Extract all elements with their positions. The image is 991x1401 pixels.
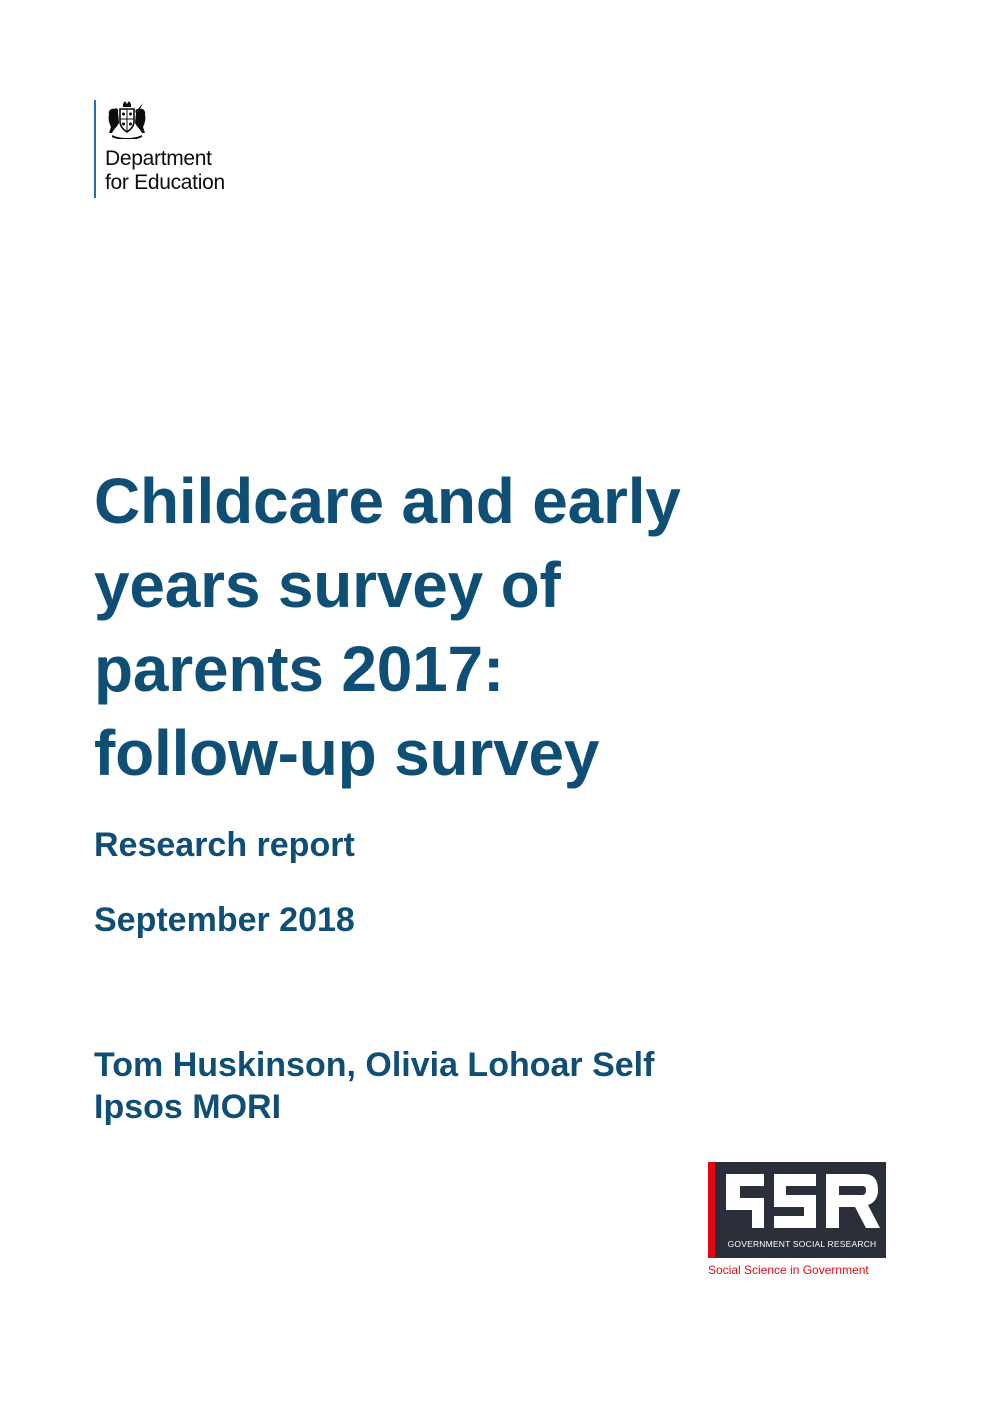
report-title-line3: parents 2017:: [94, 633, 505, 705]
logo-divider: [94, 100, 96, 198]
report-type: Research report: [94, 826, 355, 864]
gsr-wordmark: [722, 1170, 882, 1232]
publication-date: September 2018: [94, 901, 355, 939]
report-title-line1: Childcare and early: [94, 465, 681, 537]
dfe-logo: [94, 100, 294, 200]
report-title: [94, 459, 914, 795]
author-organisation: Ipsos MORI: [94, 1088, 282, 1126]
author-names: Tom Huskinson, Olivia Lohoar Self: [94, 1046, 655, 1084]
gsr-red-bar: [708, 1162, 715, 1258]
report-title-line2: years survey of: [94, 549, 561, 621]
department-name-line2: for Education: [105, 171, 225, 194]
gsr-logo-panel: [708, 1162, 886, 1258]
gsr-logo: [708, 1162, 886, 1280]
department-name-line1: Department: [105, 147, 212, 170]
gsr-tagline: Social Science in Government: [708, 1263, 869, 1277]
gsr-caption: GOVERNMENT SOCIAL RESEARCH: [727, 1239, 877, 1249]
department-name: [105, 147, 225, 195]
report-title-line4: follow-up survey: [94, 717, 600, 789]
royal-coat-of-arms-icon: [106, 101, 148, 139]
authors-block: [94, 1044, 654, 1128]
